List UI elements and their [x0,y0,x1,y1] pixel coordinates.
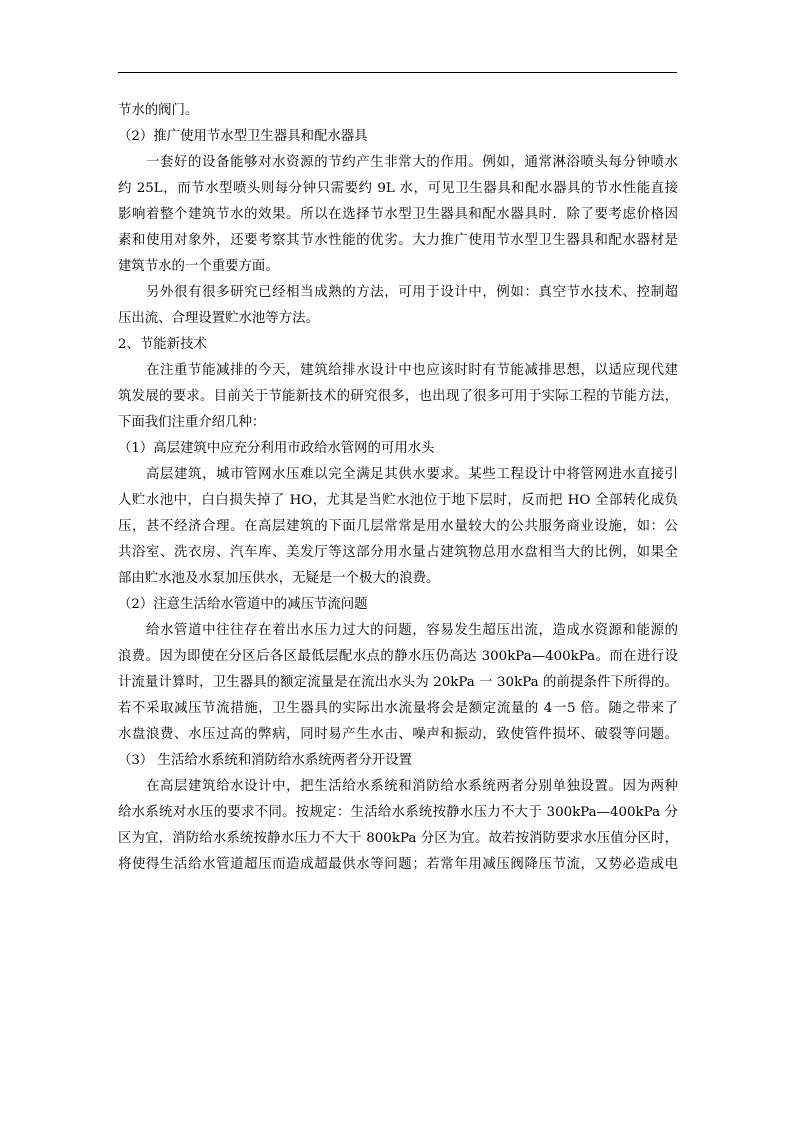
text-line: 给水管道中往往存在着出水压力过大的问题，容易发生超压出流，造成水资源和能源的 [146,623,678,638]
header-rule [118,72,677,73]
text-line: 压出流、合理设置贮水池等方法。 [118,311,319,326]
section-heading: （2）注意生活给水管道中的减压节流问题 [118,597,368,612]
text-line: 节水的阀门。 [118,103,199,118]
text-line: 若不采取减压节流措施，卫生器具的实际出水流量将会是额定流量的 4一5 倍。随之带来了 [118,701,678,716]
text-line: 水盘浪费、水压过高的弊病，同时易产生水击、噪声和振动，致使管件损坏、破裂等问题。 [118,727,678,742]
text-line: 筑发展的要求。目前关于节能新技术的研究很多，也出现了很多可用于实际工程的节能方法， [118,389,678,404]
text-line: 在注重节能减排的今天，建筑给排水设计中也应该时时有节能减排思想，以适应现代建 [146,363,678,378]
section-heading: （1）高层建筑中应充分利用市政给水管网的可用水头 [118,441,435,456]
text-line: 高层建筑，城市管网水压难以完全满足其供水要求。某些工程设计中将管网进水直接引 [146,467,678,482]
text-line: 将使得生活给水管道超压而造成超最供水等问题；若常年用减压阀降压节流，又势必造成电 [118,857,678,872]
text-line: 浪费。因为即使在分区后各区最低层配水点的静水压仍高达 300kPa—400kPa。而在进行设 [118,649,678,664]
section-heading: （2）推广使用节水型卫生器具和配水器具 [118,129,368,144]
text-line: 另外很有很多研究已经相当成熟的方法，可用于设计中，例如：真空节水技术、控制超 [146,285,678,300]
text-line: 计流量计算时，卫生器具的额定流量是在流出水头为 20kPa 一 30kPa 的前提条件下所得的。 [118,675,678,690]
text-line: 约 25L，而节水型喷头则每分钟只需要约 9L 水，可见卫生器具和配水器具的节水性能直接 [118,181,678,196]
text-line: 建筑节水的一个重要方面。 [118,259,279,274]
text-line: 在高层建筑给水设计中，把生活给水系统和消防给水系统两者分别单独设置。因为两种 [146,779,678,794]
text-line: 影响着整个建筑节水的效果。所以在选择节水型卫生器具和配水器具时．除了要考虑价格因 [118,207,678,222]
section-heading: （3） 生活给水系统和消防给水系统两者分开设置 [118,753,412,768]
text-line: 素和使用对象外，还要考察其节水性能的优劣。大力推广使用节水型卫生器具和配水器材是 [118,233,678,248]
section-heading: 2、节能新技术 [118,337,207,352]
text-line: 部由贮水池及水泵加压供水，无疑是一个极大的浪费。 [118,571,440,586]
text-line: 区为宜，消防给水系统按静水压力不大干 800kPa 分区为宜。故若按消防要求水压值分区时， [118,831,678,846]
text-line: 下面我们注重介绍几种： [118,415,266,430]
text-line: 一套好的设备能够对水资源的节约产生非常大的作用。例如，通常淋浴喷头每分钟喷水 [146,155,678,170]
text-line: 共浴室、洗衣房、汽车库、美发厅等这部分用水量占建筑物总用水盘相当大的比例，如果全 [118,545,678,560]
body-text [118,98,678,878]
text-line: 人贮水池中，白白损失掉了 HO，尤其是当贮水池位于地下层时，反而把 HO 全部转化成负 [118,493,678,508]
text-line: 给水系统对水压的要求不同。按规定：生活给水系统按静水压力不大于 300kPa—400kPa 分 [118,805,678,820]
text-line: 压，甚不经济合理。在高层建筑的下面几层常常是用水量较大的公共服务商业设施，如：公 [118,519,678,534]
